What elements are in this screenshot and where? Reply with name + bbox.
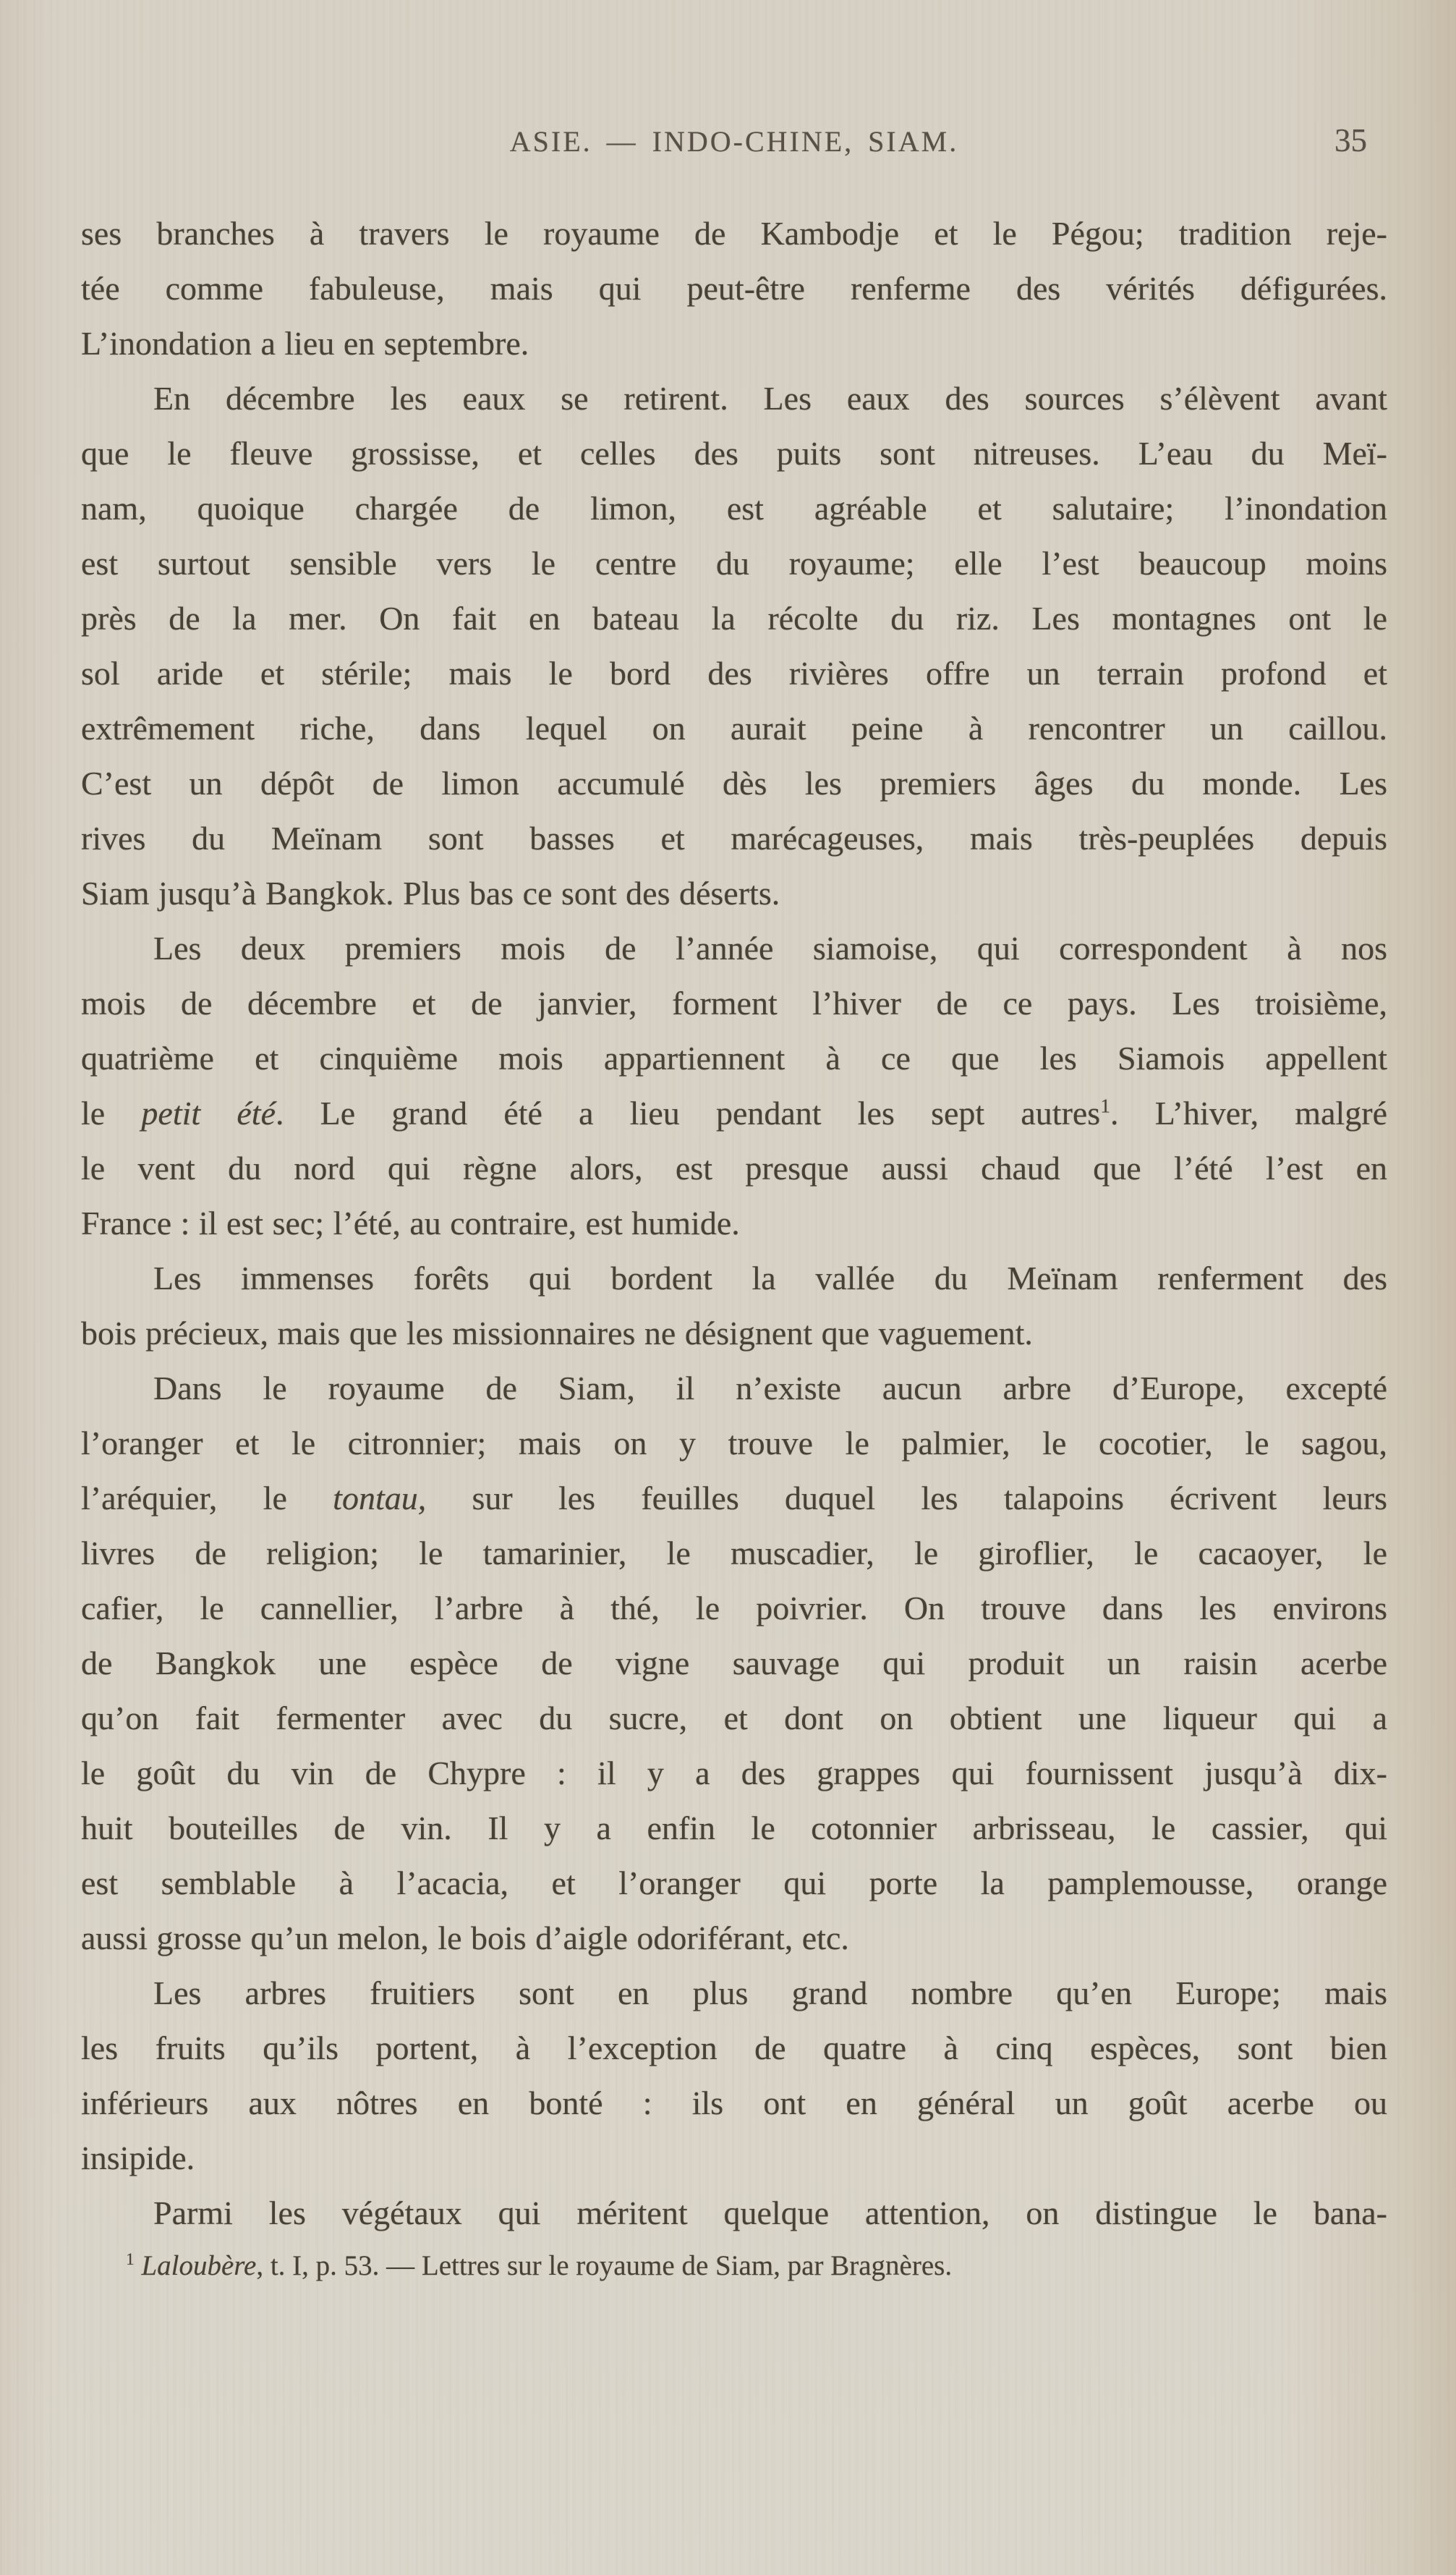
text-segment: le [81, 1095, 142, 1132]
text-segment: Les deux premiers mois de l’année siamoise, qui correspondent à nos [153, 930, 1387, 967]
text-segment: quatrième et cinquième mois appartiennent à ce que les Siamois appellent [81, 1040, 1387, 1077]
text-segment-sup: 1 [1100, 1094, 1111, 1117]
text-segment-italic: Laloubère [141, 2250, 257, 2281]
text-segment: insipide. [81, 2139, 195, 2176]
text-segment: extrêmement riche, dans lequel on aurait peine à rencontrer un caillou. [81, 710, 1387, 747]
text-line [81, 426, 1387, 481]
text-line [81, 1141, 1387, 1196]
text-segment-italic: tontau, [333, 1480, 427, 1516]
text-line [81, 481, 1387, 536]
text-line [81, 976, 1387, 1031]
text-segment: sol aride et stérile; mais le bord des rivières offre un terrain profond et [81, 655, 1387, 692]
footnote [81, 2246, 1387, 2286]
text-segment: En décembre les eaux se retirent. Les eaux des sources s’élèvent avant [153, 380, 1387, 417]
running-header [81, 124, 1387, 175]
text-line [81, 316, 1387, 371]
text-line [81, 1746, 1387, 1801]
text-segment: est semblable à l’acacia, et l’oranger qui porte la pamplemousse, orange [81, 1865, 1387, 1901]
text-line [81, 1691, 1387, 1746]
text-segment: l’oranger et le citronnier; mais on y trouve le palmier, le cocotier, le sagou, [81, 1425, 1387, 1462]
text-segment: Dans le royaume de Siam, il n’existe aucun arbre d’Europe, excepté [153, 1370, 1387, 1407]
text-segment: nam, quoique chargée de limon, est agréable et salutaire; l’inondation [81, 490, 1387, 527]
text-line [81, 1801, 1387, 1856]
body-text [81, 206, 1387, 2241]
text-line [81, 1196, 1387, 1251]
text-segment: l’aréquier, le [81, 1480, 333, 1516]
text-line [81, 701, 1387, 756]
text-line [81, 536, 1387, 591]
text-segment: les fruits qu’ils portent, à l’exception de quatre à cinq espèces, sont bien [81, 2029, 1387, 2066]
text-segment: huit bouteilles de vin. Il y a enfin le cotonnier arbrisseau, le cassier, qui [81, 1810, 1387, 1846]
text-line [81, 1031, 1387, 1086]
text-line [81, 646, 1387, 701]
page-number: 35 [1334, 122, 1367, 158]
text-segment: Les arbres fruitiers sont en plus grand nombre qu’en Europe; mais [153, 1974, 1387, 2011]
text-segment: de Bangkok une espèce de vigne sauvage qui produit un raisin acerbe [81, 1645, 1387, 1681]
text-line [81, 1361, 1387, 1416]
text-segment: cafier, le cannellier, l’arbre à thé, le poivrier. On trouve dans les environs [81, 1590, 1387, 1626]
text-line [81, 811, 1387, 866]
text-segment: est surtout sensible vers le centre du royaume; elle l’est beaucoup moins [81, 545, 1387, 582]
text-segment: rives du Meïnam sont basses et marécageuses, mais très-peuplées depuis [81, 820, 1387, 857]
text-line [81, 2021, 1387, 2076]
text-segment: Parmi les végétaux qui méritent quelque attention, on distingue le bana- [153, 2194, 1387, 2231]
text-segment-sup: 1 [126, 2250, 135, 2269]
text-segment: ses branches à travers le royaume de Kambodje et le Pégou; tradition reje- [81, 215, 1387, 252]
text-line [81, 371, 1387, 426]
text-line [81, 2076, 1387, 2131]
text-line [81, 921, 1387, 976]
text-line [81, 1306, 1387, 1361]
running-title: ASIE. — INDO-CHINE, SIAM. [509, 125, 959, 158]
text-segment: . Le grand été a lieu pendant les sept autres [275, 1095, 1101, 1132]
text-segment: Siam jusqu’à Bangkok. Plus bas ce sont des déserts. [81, 875, 780, 912]
text-segment: mois de décembre et de janvier, forment l’hiver de ce pays. Les troisième, [81, 985, 1387, 1022]
text-line [81, 866, 1387, 921]
text-line [81, 756, 1387, 811]
text-line [81, 2186, 1387, 2241]
text-segment [135, 2250, 142, 2281]
text-segment: Les immenses forêts qui bordent la vallée du Meïnam renferment des [153, 1260, 1387, 1297]
text-line [81, 206, 1387, 261]
text-line [81, 1251, 1387, 1306]
text-segment: qu’on fait fermenter avec du sucre, et dont on obtient une liqueur qui a [81, 1700, 1387, 1736]
text-segment: bois précieux, mais que les missionnaires ne désignent que vaguement. [81, 1315, 1033, 1352]
text-segment: le goût du vin de Chypre : il y a des grappes qui fournissent jusqu’à dix- [81, 1755, 1387, 1791]
text-segment: le vent du nord qui règne alors, est presque aussi chaud que l’été l’est en [81, 1150, 1387, 1187]
text-segment: inférieurs aux nôtres en bonté : ils ont en général un goût acerbe ou [81, 2084, 1387, 2121]
text-segment: France : il est sec; l’été, au contraire, est humide. [81, 1205, 740, 1242]
text-line [81, 1581, 1387, 1636]
text-line [81, 1526, 1387, 1581]
text-segment: livres de religion; le tamarinier, le muscadier, le giroflier, le cacaoyer, le [81, 1535, 1387, 1571]
text-line [81, 1856, 1387, 1911]
text-segment-italic: petit été [141, 1095, 276, 1132]
text-line [81, 1636, 1387, 1691]
text-segment: C’est un dépôt de limon accumulé dès les premiers âges du monde. Les [81, 765, 1387, 802]
text-line [81, 1911, 1387, 1966]
text-segment: aussi grosse qu’un melon, le bois d’aigle odoriférant, etc. [81, 1919, 849, 1956]
text-segment: . L’hiver, malgré [1110, 1095, 1388, 1132]
text-line [81, 1471, 1387, 1526]
text-segment: L’inondation a lieu en septembre. [81, 325, 529, 362]
text-line [81, 2131, 1387, 2186]
text-line [81, 1086, 1387, 1141]
text-segment: sur les feuilles duquel les talapoins écrivent leurs [426, 1480, 1388, 1516]
text-line [81, 591, 1387, 646]
text-segment: que le fleuve grossisse, et celles des puits sont nitreuses. L’eau du Meï- [81, 435, 1387, 472]
text-line [81, 1966, 1387, 2021]
text-segment: tée comme fabuleuse, mais qui peut-être renferme des vérités défigurées. [81, 270, 1387, 307]
text-line [81, 1416, 1387, 1471]
text-line [81, 261, 1387, 316]
text-segment: , t. I, p. 53. — Lettres sur le royaume de Siam, par Bragnères. [256, 2250, 953, 2281]
text-segment: près de la mer. On fait en bateau la récolte du riz. Les montagnes ont le [81, 600, 1387, 637]
